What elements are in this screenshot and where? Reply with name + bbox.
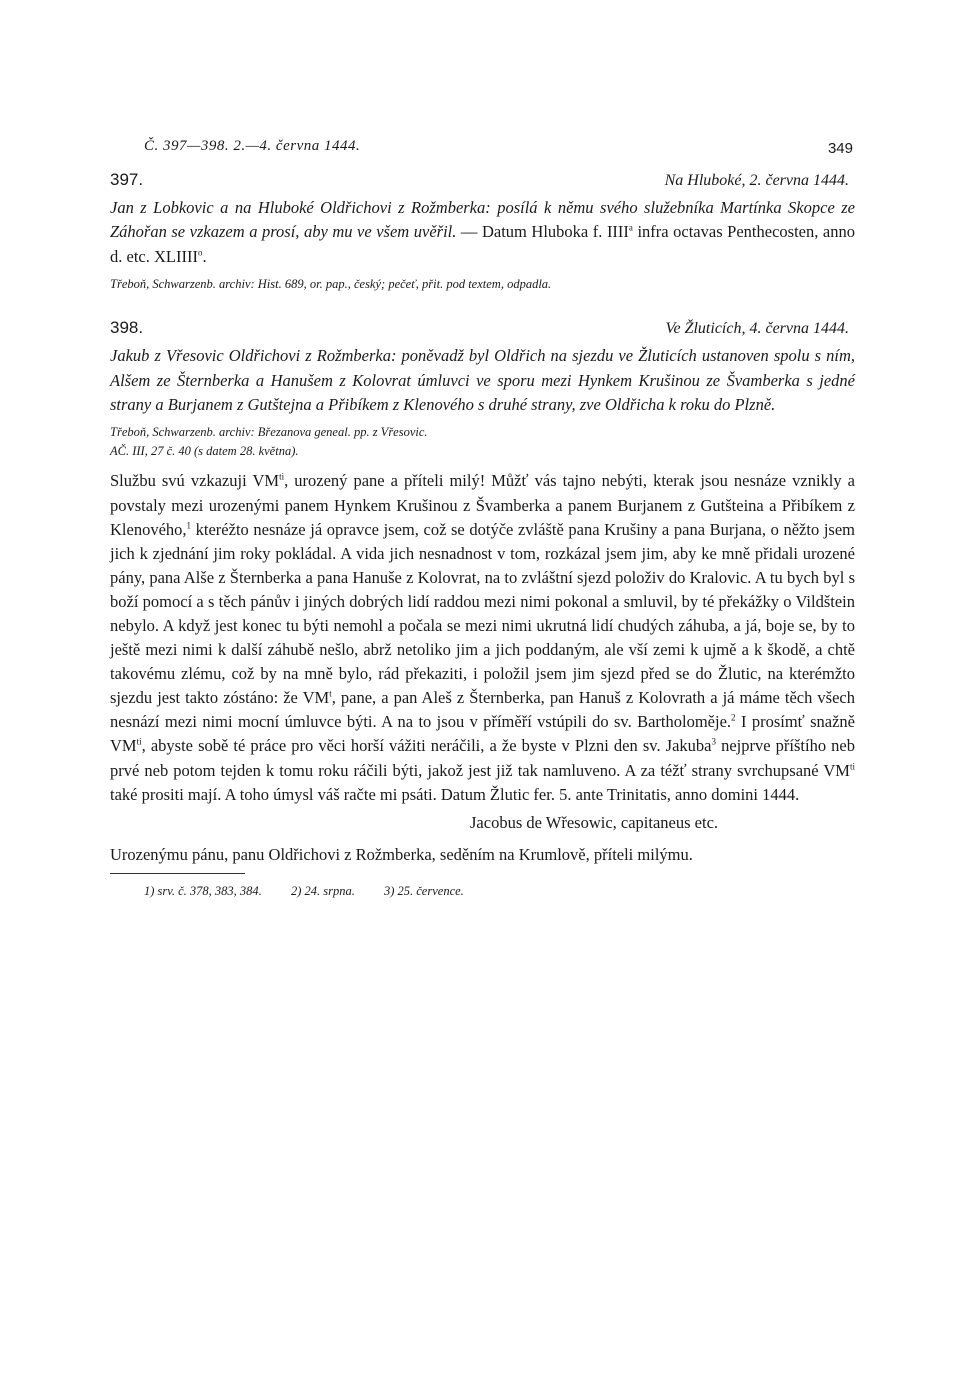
doc-397-number: 397. [110,170,144,189]
doc-397-source: Třeboň, Schwarzenb. archiv: Hist. 689, or. pap., český; pečeť, přit. pod textem, odpadla. [110,277,552,292]
page-number: 349 [827,140,853,157]
page [110,138,855,900]
footnote-rule [110,873,245,874]
doc-397-regest-text: Jan z Lobkovic a na Hluboké Oldřichovi z Rožmberka: posílá k němu svého služebníka Martínka Skopce ze Záhořan se vzkazem a prosí, aby mu ve všem uvěřil. [110,198,855,242]
doc-397-place-date: Na Hluboké, 2. června 1444. [664,172,849,189]
doc-398-source-1: Třeboň, Schwarzenb. archiv: Březanova geneal. pp. z Vřesovic. [110,425,428,440]
doc-397-datum-sup2: o [197,247,203,258]
doc-398-regest: Jakub z Vřesovic Oldřichovi z Rožmberka: poněvadž byl Oldřich na sjezdu ve Žluticích ustanoven spolu s ním, Alšem ze Šternberka a Hanušem z Kolovrat úmluvci ve sporu mezi Hynkem Krušinou ze Švamberka s jedné strany a Burjanem z Gutštejna a Přibíkem z Klenového s druhé strany, zve Oldřicha k roku do Plzně. [110,346,855,415]
doc-398-heading [110,318,855,338]
letter-part: kteréžto nesnáze já opravce jsem, což se dotýče zvláště pana Krušiny a pana Burjana, o něžto jsem jich k zjednání jim roky pokládal. A vida jich nesnadnost v tom, rozkázal jsem jim, aby ke mně přidali urozené pány, pana Alše z Šternberka a pana Hanuše z Kolovrat, na to zvláštní sjezd položiv do Kralovic. A tu bych byl s boží pomocí a s těch pánův i jiných dobrých lidí raddou mezi nimi pokonal a smluvil, by té překážky o Vildštein nebylo. A když jest konec tu býti nemohl a počala se mezi nimi ukrutná lidí chudých záhuba, a já, boje se, by to ještě mezi nimi k další záhubě nešlo, abrž netoliko jim a jich poddaným, ale vší zemi k ujmě a k škodě, a chtě takovému zlému, což by na mně bylo, rád překaziti, i položil jsem jim sjezd před se do Žlutic, na kterémžto sjezdu jest takto zóstáno: že VM [110,519,855,708]
doc-398-number: 398. [110,318,144,338]
footnote-ref: 2 [731,712,736,723]
letter-part: , pane, a pan Aleš z Šternberka, pan Hanuš z Kolovrath a já máme těch všech nesnází mezi nimi mocní úmluvce býti. A na to jsou v příměří vstúpili do sv. Bartholoměje. [110,688,855,732]
letter-sup: ti [279,471,285,482]
footnote-1: 1) srv. č. 378, 383, 384. [144,883,262,898]
letter-part: , urozený pane a příteli milý! Můžť vás tajno nebýti, kterak jsou nesnáze vznikly a povstaly mezi urozenými panem Hynkem Krušinou z Švamberka a panem Burjanem z Gutšteina a Přibíkem z Klenového, [110,471,855,539]
doc-397-datum-sup: a [628,222,633,233]
doc-397-heading [110,170,855,190]
letter-sup: ti [849,761,855,772]
doc-398-signature: Jacobus de Wřesowic, capitaneus etc. [470,812,719,832]
doc-397-regest [110,196,855,269]
doc-398-letter-text [110,469,855,806]
footnotes [110,882,855,900]
footnote-ref: 3 [711,736,716,747]
letter-part: nejprve příštího neb prvé neb potom tejden k tomu roku ráčili býti, jakož jest již tak namluveno. A za téžť strany svrchupsané VM [110,736,855,780]
running-head [110,138,855,168]
letter-sup: t [329,688,332,699]
letter-sup: ti [136,736,142,747]
section-gap [110,294,855,316]
footnote-2: 2) 24. srpna. [290,883,355,898]
letter-part: , abyste sobě té práce pro věci horší vážiti neráčili, a že byste v Plzni den sv. Jakuba [141,736,712,756]
running-head-title: Č. 397—398. 2.—4. června 1444. [144,138,361,154]
doc-397-datum-end: . [202,246,207,266]
doc-397-datum-rest: infra octavas Penthecosten, anno d. etc. XLIIII [110,222,855,266]
footnote-ref: 1 [186,520,192,531]
letter-part: Službu svú vzkazuji VM [110,471,280,491]
doc-398-place-date: Ve Žluticích, 4. června 1444. [665,320,849,338]
doc-397-datum-text: — Datum Hluboka f. IIII [460,222,629,242]
doc-398-source-2: AČ. III, 27 č. 40 (s datem 28. května). [110,444,299,459]
doc-398-address: Urozenýmu pánu, panu Oldřichovi z Rožmberka, seděním na Krumlově, příteli milýmu. [110,844,693,864]
footnote-3: 3) 25. července. [383,883,464,898]
letter-part: I prosímť snažně VM [110,712,855,756]
letter-part: také prositi mají. A toho úmysl váš račte mi psáti. Datum Žlutic fer. 5. ante Trinitatis, anno domini 1444. [110,784,800,804]
doc-398-source [110,423,855,461]
